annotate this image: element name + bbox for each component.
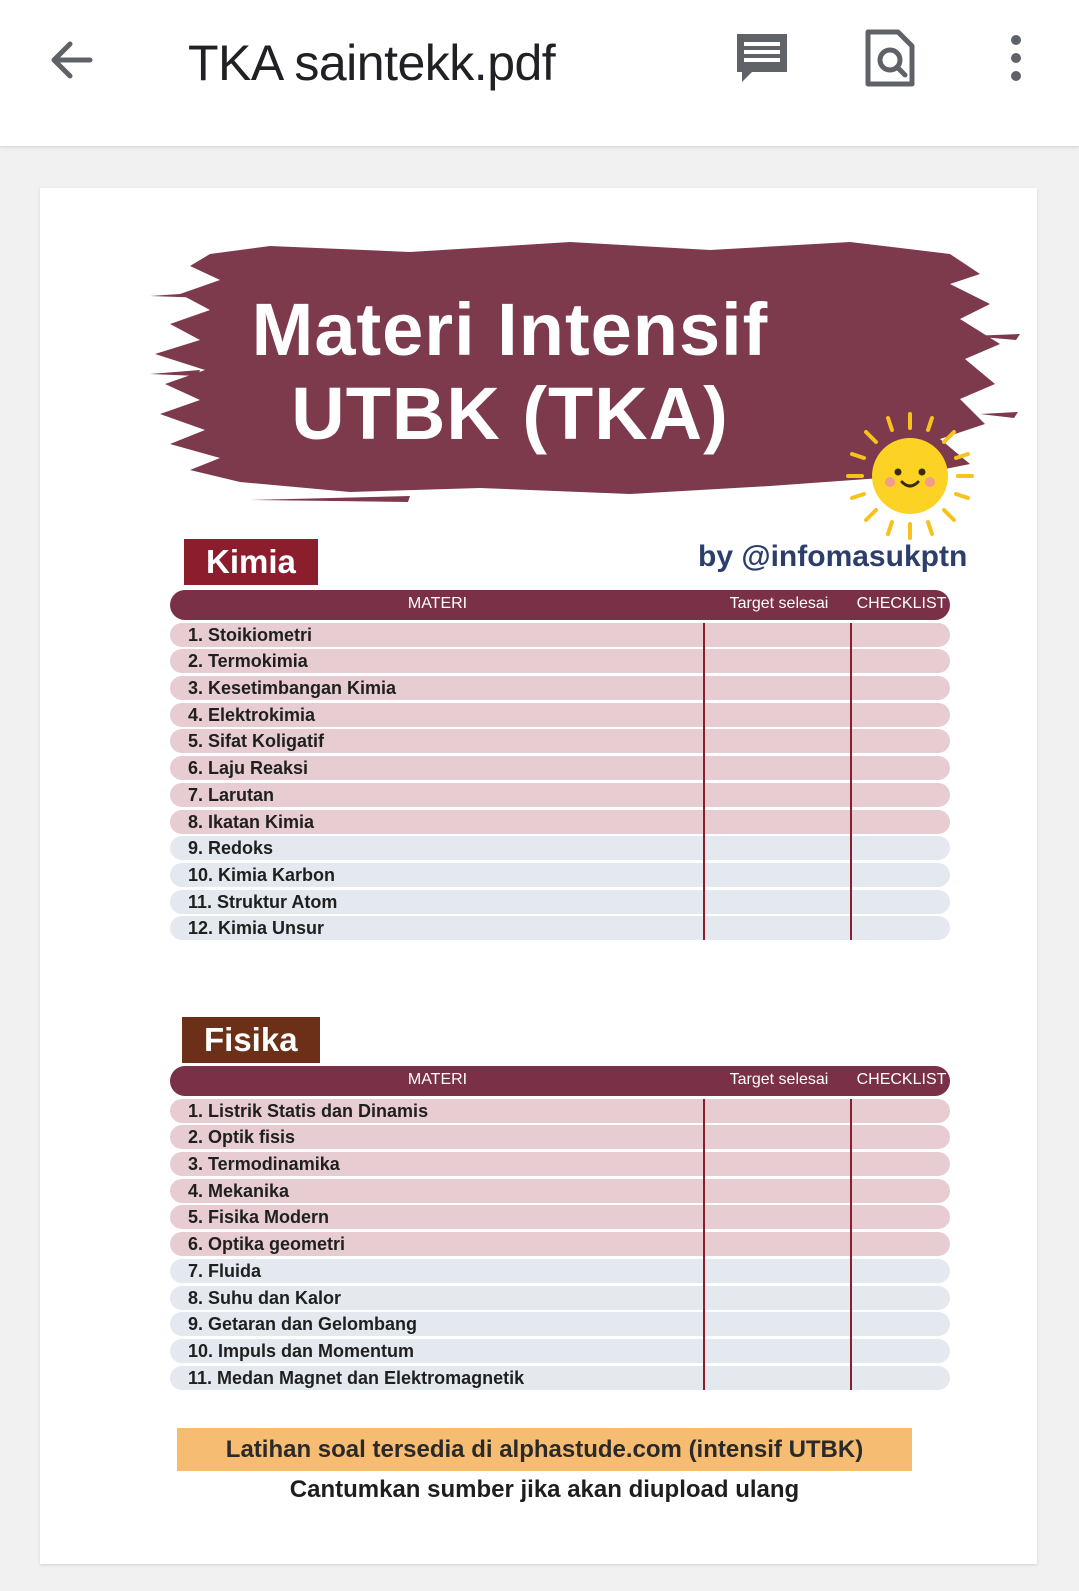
header-materi: MATERI <box>407 595 468 612</box>
fisika-section-label: Fisika <box>182 1017 320 1063</box>
comment-icon[interactable] <box>732 28 792 88</box>
table-row <box>170 1339 950 1363</box>
table-body <box>170 1099 950 1390</box>
row-materi: 11. Medan Magnet dan Elektromagnetik <box>188 1367 525 1388</box>
table-row <box>170 810 950 834</box>
column-divider <box>850 623 852 941</box>
table-row <box>170 623 950 647</box>
row-materi: 3. Kesetimbangan Kimia <box>188 678 397 699</box>
table-row <box>170 890 950 914</box>
row-materi: 10. Kimia Karbon <box>188 864 336 885</box>
byline: by @infomasukptn <box>698 540 968 573</box>
table-row <box>170 1125 950 1149</box>
table-header <box>170 1066 950 1096</box>
table-body <box>170 623 950 941</box>
file-title: TKA saintekk.pdf <box>188 35 556 91</box>
app-bar <box>0 0 1079 147</box>
header-target: Target selesai <box>729 595 829 612</box>
table-row <box>170 703 950 727</box>
row-materi: 9. Getaran dan Gelombang <box>188 1314 418 1335</box>
row-materi: 3. Termodinamika <box>188 1154 340 1175</box>
row-materi: 12. Kimia Unsur <box>188 918 325 939</box>
row-materi: 5. Sifat Koligatif <box>188 731 325 752</box>
table-row <box>170 729 950 753</box>
column-divider <box>703 623 705 941</box>
row-materi: 10. Impuls dan Momentum <box>188 1340 415 1361</box>
promo-banner: Latihan soal tersedia di alphastude.com (intensif UTBK) <box>177 1428 912 1471</box>
header-materi: MATERI <box>407 1071 468 1088</box>
row-materi: 4. Elektrokimia <box>188 704 316 725</box>
table-row <box>170 1232 950 1256</box>
row-materi: 2. Termokimia <box>188 651 308 672</box>
row-materi: 8. Ikatan Kimia <box>188 811 315 832</box>
row-materi: 6. Laju Reaksi <box>188 758 309 779</box>
table-row <box>170 1259 950 1283</box>
row-materi: 6. Optika geometri <box>188 1234 346 1255</box>
table-row <box>170 649 950 673</box>
banner-title-line2: UTBK (TKA) <box>291 372 729 455</box>
header-checklist: CHECKLIST <box>856 595 947 612</box>
more-vert-icon[interactable] <box>996 30 1036 86</box>
banner-title-line1: Materi Intensif <box>251 288 769 371</box>
column-divider <box>850 1099 852 1390</box>
table-row <box>170 676 950 700</box>
kimia-table <box>170 590 950 940</box>
sun-icon <box>840 406 980 546</box>
find-in-page-icon[interactable] <box>860 26 920 90</box>
table-row <box>170 756 950 780</box>
table-row <box>170 1312 950 1336</box>
row-materi: 11. Struktur Atom <box>188 891 338 912</box>
pdf-page <box>40 188 1037 1564</box>
row-materi: 7. Larutan <box>188 784 275 805</box>
table-row <box>170 783 950 807</box>
fisika-table <box>170 1066 950 1390</box>
table-row <box>170 1179 950 1203</box>
row-materi: 1. Listrik Statis dan Dinamis <box>188 1100 429 1121</box>
table-row <box>170 1152 950 1176</box>
row-materi: 2. Optik fisis <box>188 1127 296 1148</box>
row-materi: 9. Redoks <box>188 838 274 859</box>
table-row <box>170 1099 950 1123</box>
table-row <box>170 1286 950 1310</box>
column-divider <box>703 1099 705 1390</box>
table-row <box>170 916 950 940</box>
table-row <box>170 1205 950 1229</box>
table-row <box>170 836 950 860</box>
row-materi: 5. Fisika Modern <box>188 1207 330 1228</box>
table-row <box>170 1366 950 1390</box>
back-arrow-icon[interactable] <box>46 34 98 86</box>
row-materi: 4. Mekanika <box>188 1180 290 1201</box>
table-header <box>170 590 950 620</box>
header-checklist: CHECKLIST <box>856 1071 947 1088</box>
table-row <box>170 863 950 887</box>
source-note: Cantumkan sumber jika akan diupload ulang <box>289 1476 800 1503</box>
row-materi: 1. Stoikiometri <box>188 624 313 645</box>
header-target: Target selesai <box>729 1071 829 1088</box>
row-materi: 7. Fluida <box>188 1260 262 1281</box>
banner-title <box>180 288 840 456</box>
kimia-section-label: Kimia <box>184 539 318 585</box>
row-materi: 8. Suhu dan Kalor <box>188 1287 342 1308</box>
